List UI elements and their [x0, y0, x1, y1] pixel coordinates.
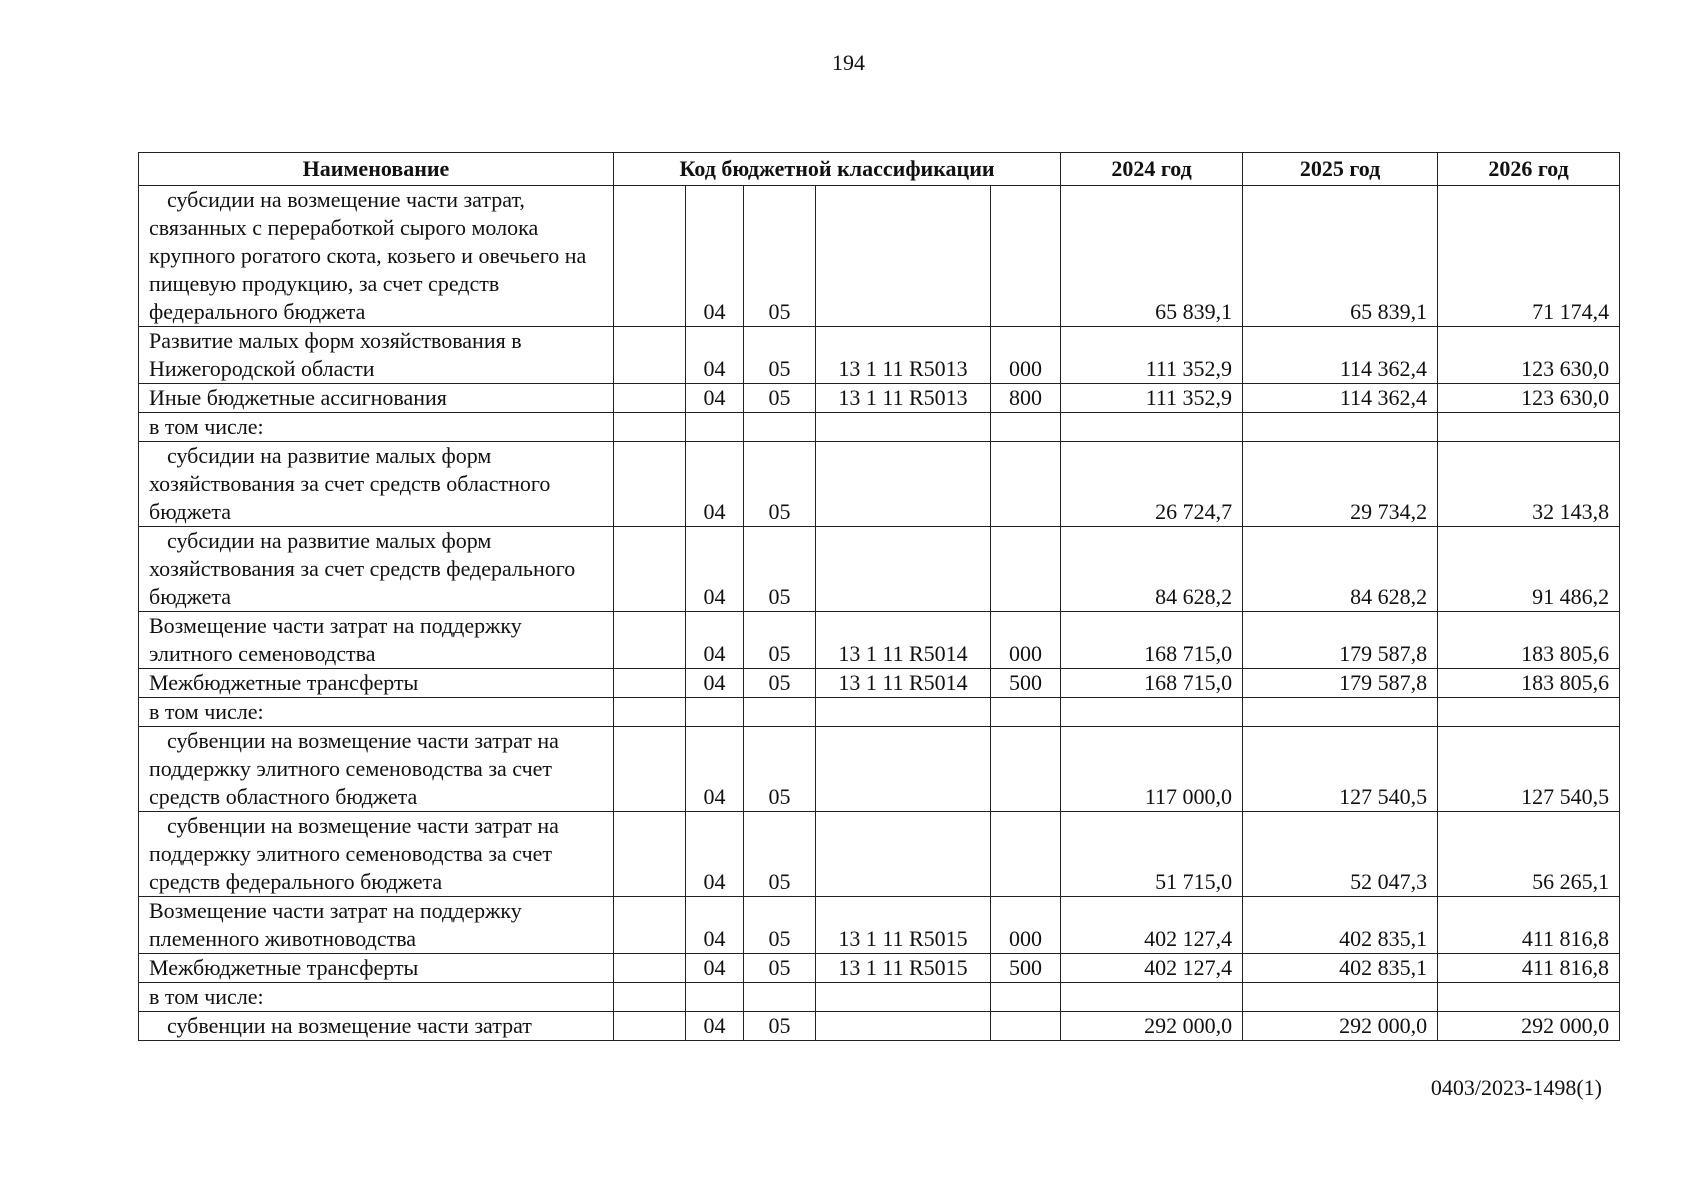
code-expense-type: 000 [991, 327, 1061, 384]
code-section: 04 [686, 612, 744, 669]
table-row [139, 442, 1620, 527]
value-2024 [1061, 413, 1243, 442]
code-expense-type [991, 1012, 1061, 1041]
header-row [139, 153, 1620, 186]
header-2024: 2024 год [1061, 153, 1243, 186]
code-target-article [816, 698, 991, 727]
table-body [139, 186, 1620, 1041]
code-empty-cell [614, 442, 686, 527]
value-2025: 84 628,2 [1243, 527, 1438, 612]
row-name: Межбюджетные трансферты [139, 954, 614, 983]
code-subsection [744, 983, 816, 1012]
code-section: 04 [686, 327, 744, 384]
value-2025 [1243, 983, 1438, 1012]
code-empty-cell [614, 527, 686, 612]
value-2025 [1243, 413, 1438, 442]
code-section [686, 698, 744, 727]
value-2024: 117 000,0 [1061, 727, 1243, 812]
header-2026: 2026 год [1438, 153, 1620, 186]
table-row [139, 669, 1620, 698]
row-name: субсидии на развитие малых форм хозяйствования за счет средств областного бюджета [139, 442, 614, 527]
table-row [139, 1012, 1620, 1041]
table-row [139, 983, 1620, 1012]
table-row [139, 327, 1620, 384]
code-section: 04 [686, 442, 744, 527]
code-section: 04 [686, 186, 744, 327]
code-empty-cell [614, 812, 686, 897]
code-target-article: 13 1 11 R5013 [816, 384, 991, 413]
code-section [686, 413, 744, 442]
code-subsection: 05 [744, 527, 816, 612]
code-target-article [816, 727, 991, 812]
code-target-article: 13 1 11 R5014 [816, 612, 991, 669]
value-2025: 127 540,5 [1243, 727, 1438, 812]
value-2026: 292 000,0 [1438, 1012, 1620, 1041]
code-empty-cell [614, 727, 686, 812]
code-section: 04 [686, 669, 744, 698]
table-row [139, 186, 1620, 327]
code-subsection: 05 [744, 442, 816, 527]
value-2026: 127 540,5 [1438, 727, 1620, 812]
value-2024: 111 352,9 [1061, 384, 1243, 413]
table-row [139, 727, 1620, 812]
code-section: 04 [686, 1012, 744, 1041]
value-2026: 32 143,8 [1438, 442, 1620, 527]
row-name: в том числе: [139, 983, 614, 1012]
row-name: Возмещение части затрат на поддержку племенного животноводства [139, 897, 614, 954]
value-2024 [1061, 983, 1243, 1012]
code-section: 04 [686, 954, 744, 983]
value-2025: 402 835,1 [1243, 954, 1438, 983]
code-empty-cell [614, 612, 686, 669]
code-expense-type [991, 698, 1061, 727]
table-row [139, 527, 1620, 612]
code-target-article [816, 413, 991, 442]
header-name: Наименование [139, 153, 614, 186]
value-2026: 411 816,8 [1438, 897, 1620, 954]
code-expense-type [991, 186, 1061, 327]
code-target-article: 13 1 11 R5015 [816, 897, 991, 954]
code-target-article [816, 527, 991, 612]
code-subsection: 05 [744, 1012, 816, 1041]
code-empty-cell [614, 954, 686, 983]
code-expense-type [991, 442, 1061, 527]
value-2024: 65 839,1 [1061, 186, 1243, 327]
code-subsection: 05 [744, 384, 816, 413]
code-subsection: 05 [744, 812, 816, 897]
value-2025: 179 587,8 [1243, 669, 1438, 698]
header-budget-code: Код бюджетной классификации [614, 153, 1061, 186]
code-subsection: 05 [744, 954, 816, 983]
value-2024: 111 352,9 [1061, 327, 1243, 384]
budget-table [138, 152, 1620, 1041]
value-2025: 114 362,4 [1243, 327, 1438, 384]
value-2026: 411 816,8 [1438, 954, 1620, 983]
code-target-article: 13 1 11 R5015 [816, 954, 991, 983]
code-section [686, 983, 744, 1012]
code-section: 04 [686, 897, 744, 954]
value-2026: 183 805,6 [1438, 612, 1620, 669]
table-row [139, 954, 1620, 983]
code-target-article: 13 1 11 R5013 [816, 327, 991, 384]
code-expense-type [991, 727, 1061, 812]
value-2026: 123 630,0 [1438, 327, 1620, 384]
code-expense-type [991, 983, 1061, 1012]
value-2025: 292 000,0 [1243, 1012, 1438, 1041]
value-2026 [1438, 983, 1620, 1012]
code-section: 04 [686, 384, 744, 413]
code-empty-cell [614, 698, 686, 727]
code-section: 04 [686, 812, 744, 897]
value-2026: 56 265,1 [1438, 812, 1620, 897]
header-2025: 2025 год [1243, 153, 1438, 186]
code-expense-type [991, 812, 1061, 897]
value-2026: 183 805,6 [1438, 669, 1620, 698]
code-section: 04 [686, 727, 744, 812]
value-2026: 91 486,2 [1438, 527, 1620, 612]
code-target-article [816, 812, 991, 897]
code-target-article [816, 442, 991, 527]
value-2025: 402 835,1 [1243, 897, 1438, 954]
code-target-article [816, 186, 991, 327]
code-empty-cell [614, 384, 686, 413]
row-name: Возмещение части затрат на поддержку элитного семеноводства [139, 612, 614, 669]
code-subsection: 05 [744, 727, 816, 812]
value-2026 [1438, 413, 1620, 442]
value-2026 [1438, 698, 1620, 727]
value-2026: 123 630,0 [1438, 384, 1620, 413]
table-row [139, 812, 1620, 897]
value-2025: 29 734,2 [1243, 442, 1438, 527]
code-empty-cell [614, 413, 686, 442]
value-2025: 52 047,3 [1243, 812, 1438, 897]
row-name: субвенции на возмещение части затрат на поддержку элитного семеноводства за счет средств федерального бюджета [139, 812, 614, 897]
row-name: субвенции на возмещение части затрат [139, 1012, 614, 1041]
page-number: 194 [832, 50, 865, 75]
value-2024: 168 715,0 [1061, 612, 1243, 669]
table-row [139, 612, 1620, 669]
code-subsection: 05 [744, 327, 816, 384]
value-2025: 179 587,8 [1243, 612, 1438, 669]
row-name: Развитие малых форм хозяйствования в Нижегородской области [139, 327, 614, 384]
value-2024: 292 000,0 [1061, 1012, 1243, 1041]
code-subsection [744, 698, 816, 727]
code-subsection: 05 [744, 669, 816, 698]
table-row [139, 698, 1620, 727]
code-subsection: 05 [744, 612, 816, 669]
code-empty-cell [614, 1012, 686, 1041]
value-2024: 51 715,0 [1061, 812, 1243, 897]
code-target-article: 13 1 11 R5014 [816, 669, 991, 698]
code-expense-type: 500 [991, 954, 1061, 983]
table-row [139, 897, 1620, 954]
value-2024: 402 127,4 [1061, 954, 1243, 983]
row-name: Межбюджетные трансферты [139, 669, 614, 698]
value-2024 [1061, 698, 1243, 727]
document-code: 0403/2023-1498(1) [1430, 1075, 1602, 1100]
code-subsection [744, 413, 816, 442]
value-2024: 84 628,2 [1061, 527, 1243, 612]
code-empty-cell [614, 897, 686, 954]
code-subsection: 05 [744, 186, 816, 327]
table-row [139, 413, 1620, 442]
value-2025: 114 362,4 [1243, 384, 1438, 413]
table-row [139, 384, 1620, 413]
code-target-article [816, 1012, 991, 1041]
code-empty-cell [614, 669, 686, 698]
code-expense-type: 800 [991, 384, 1061, 413]
row-name: в том числе: [139, 413, 614, 442]
code-expense-type [991, 527, 1061, 612]
row-name: субвенции на возмещение части затрат на поддержку элитного семеноводства за счет средств областного бюджета [139, 727, 614, 812]
row-name: субсидии на возмещение части затрат, связанных с переработкой сырого молока крупного рогатого скота, козьего и овечьего на пищевую продукцию, за счет средств федерального бюджета [139, 186, 614, 327]
code-target-article [816, 983, 991, 1012]
value-2025 [1243, 698, 1438, 727]
value-2026: 71 174,4 [1438, 186, 1620, 327]
code-expense-type: 500 [991, 669, 1061, 698]
code-section: 04 [686, 527, 744, 612]
row-name: Иные бюджетные ассигнования [139, 384, 614, 413]
row-name: в том числе: [139, 698, 614, 727]
code-empty-cell [614, 327, 686, 384]
code-expense-type: 000 [991, 612, 1061, 669]
code-subsection: 05 [744, 897, 816, 954]
value-2024: 168 715,0 [1061, 669, 1243, 698]
value-2024: 26 724,7 [1061, 442, 1243, 527]
row-name: субсидии на развитие малых форм хозяйствования за счет средств федерального бюджета [139, 527, 614, 612]
code-empty-cell [614, 186, 686, 327]
code-empty-cell [614, 983, 686, 1012]
code-expense-type [991, 413, 1061, 442]
code-expense-type: 000 [991, 897, 1061, 954]
value-2025: 65 839,1 [1243, 186, 1438, 327]
value-2024: 402 127,4 [1061, 897, 1243, 954]
